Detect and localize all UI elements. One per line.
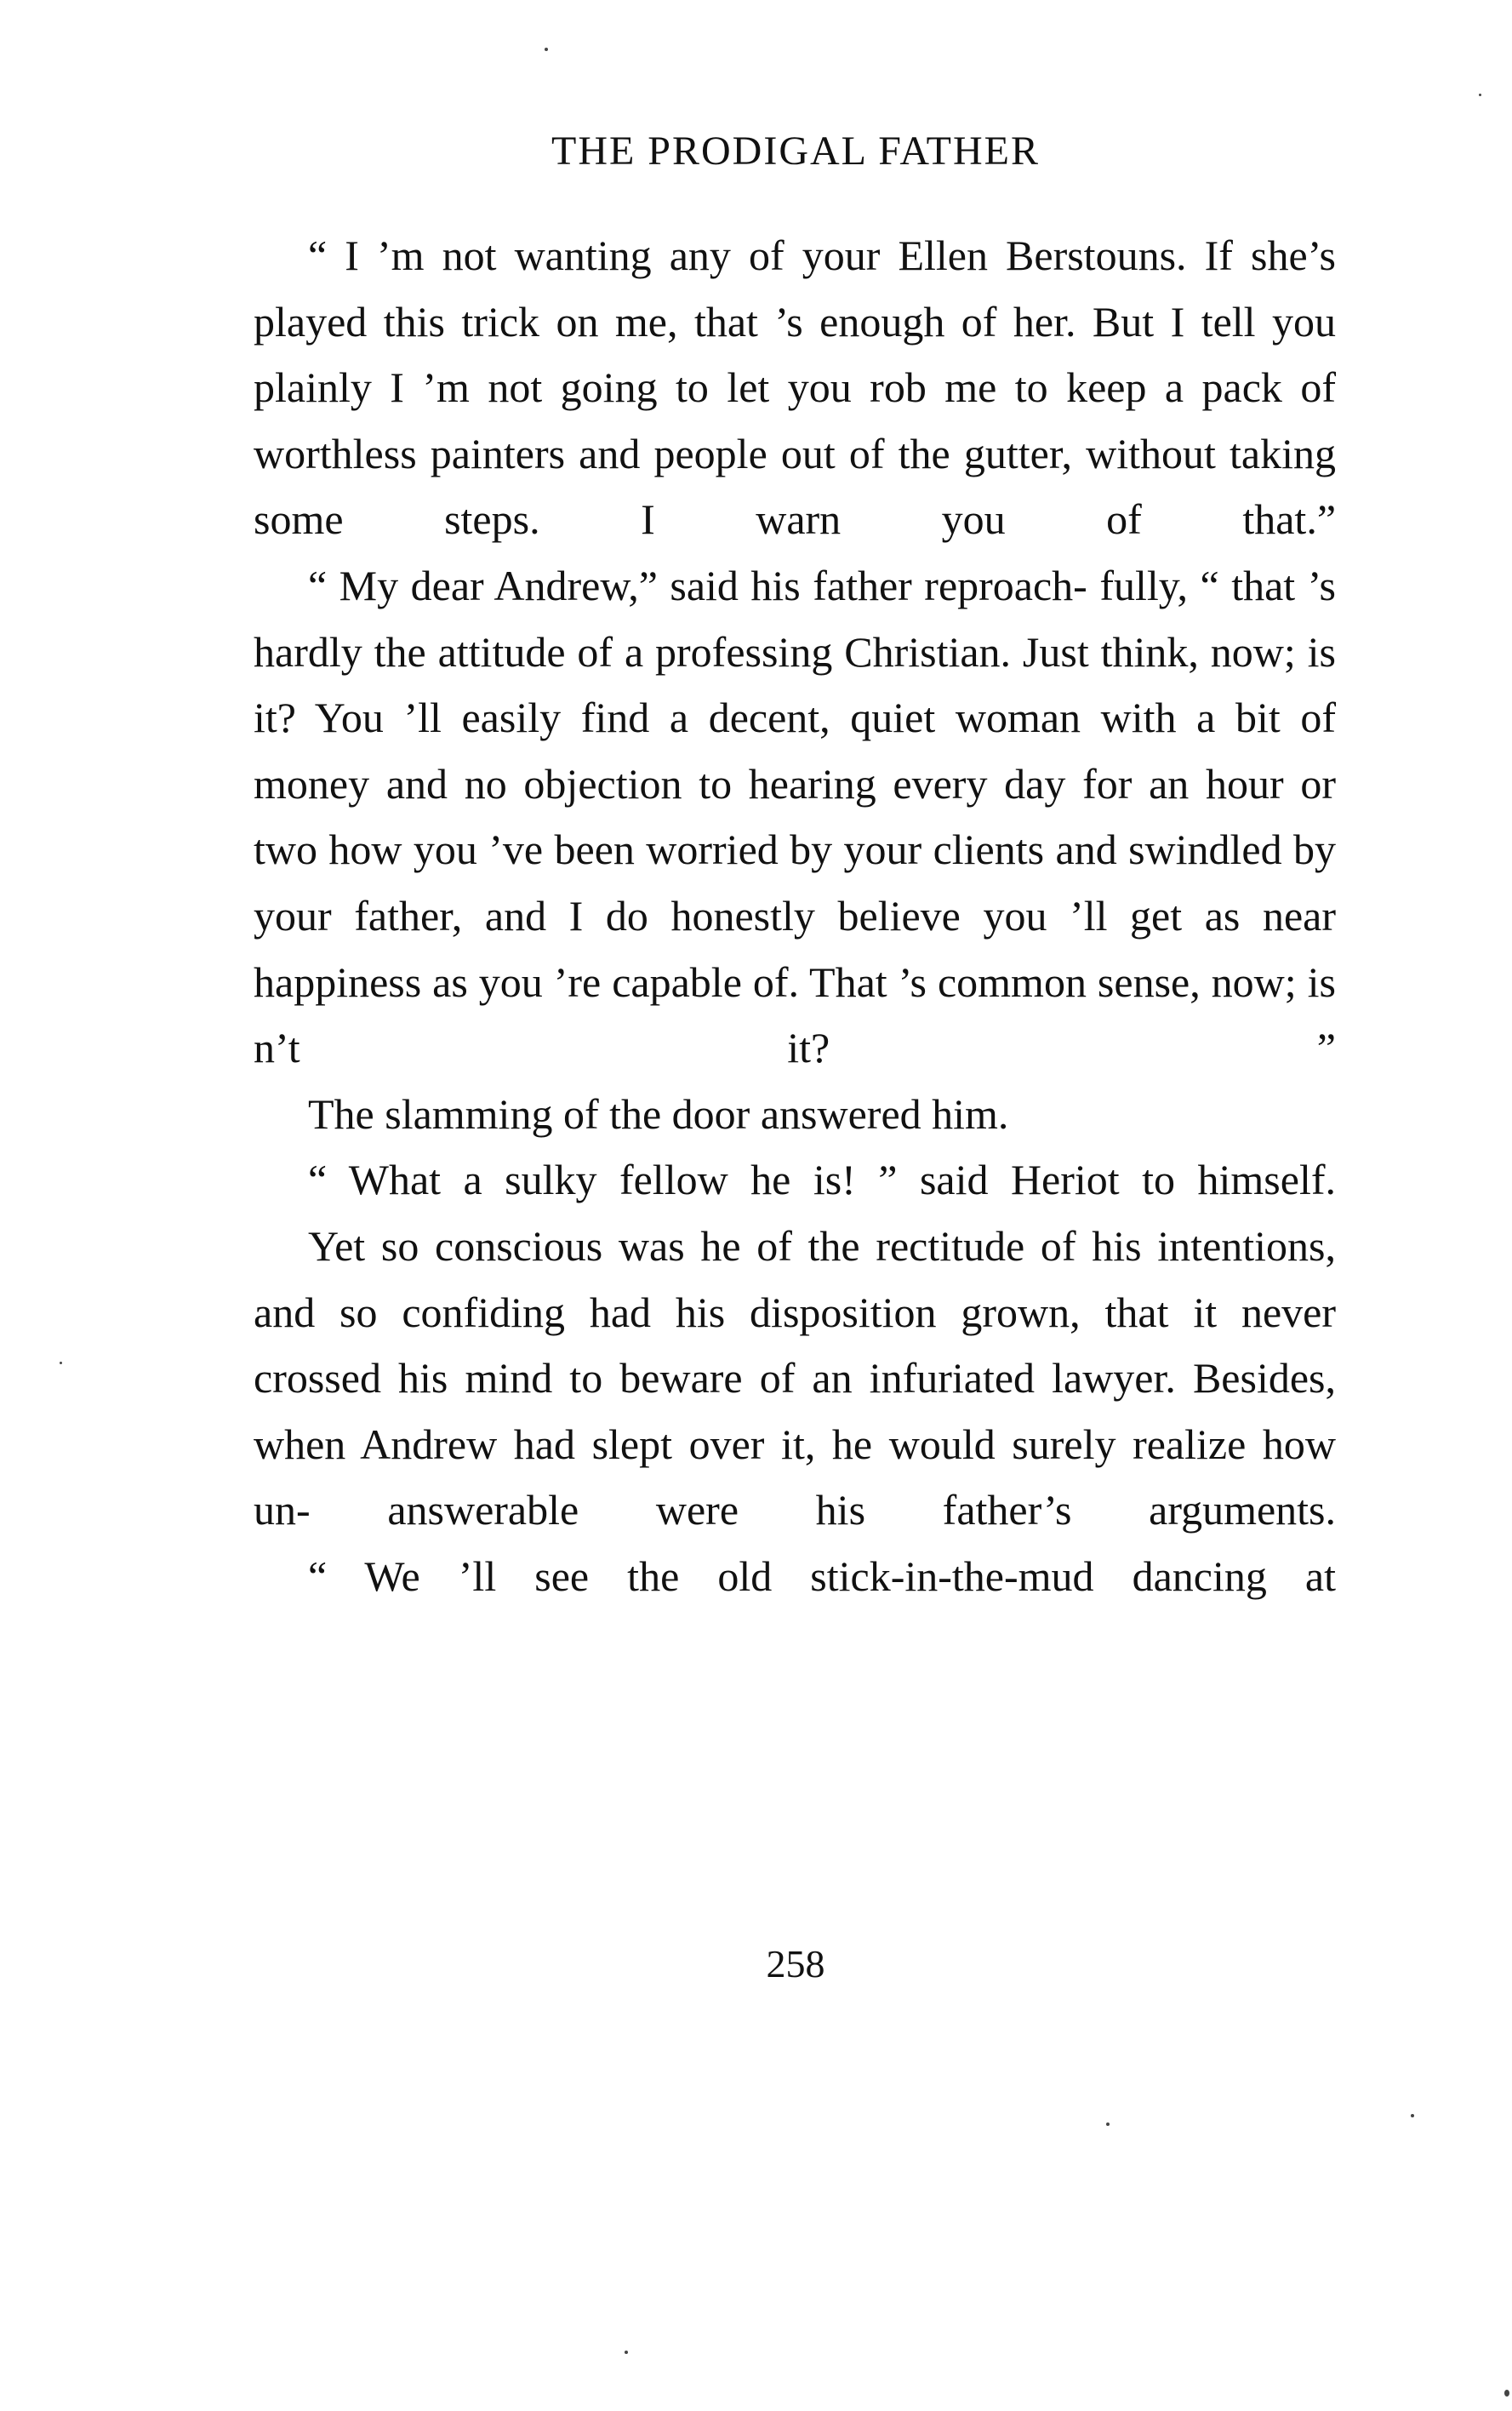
paragraph	[254, 1214, 1336, 1544]
text-line: Christian. Just think, now; is it? You ’ll easily	[254, 627, 1337, 742]
text-line: “ My dear Andrew,” said his father reproach-	[308, 561, 1087, 609]
text-line: her. But I tell you plainly I ’m not going to let	[254, 297, 1337, 412]
paragraph	[254, 1082, 1336, 1148]
text-line: fully, “ that ’s hardly the attitude of a professing	[254, 561, 1337, 676]
text-line: “ We ’ll see the old stick-in-the-mud dancing at	[308, 1551, 1336, 1600]
text-line: of an infuriated lawyer. Besides, when Andrew	[254, 1354, 1337, 1468]
page-number: 258	[766, 1942, 825, 1985]
body-text	[254, 223, 1336, 1609]
text-line: If she’s played this trick on me, that ’s enough of	[254, 231, 1336, 346]
text-line: capable of. That ’s common sense, now; is n’t	[254, 957, 1336, 1072]
text-line: and people out of the gutter, without taking some	[254, 429, 1336, 544]
text-line: believe you ’ll get as near happiness as you ’re	[254, 891, 1336, 1006]
paragraph	[254, 223, 1336, 553]
text-line: had slept over it, he would surely realize how un-	[254, 1420, 1336, 1534]
text-line: it? ”	[787, 1024, 1336, 1072]
text-line: “ What a sulky fellow he is! ” said Heriot to	[308, 1156, 1176, 1204]
text-line: “ I ’m not wanting any of your Ellen Berstouns.	[308, 231, 1187, 279]
scan-speck	[1504, 2390, 1509, 2397]
text-line: Yet so conscious was he of the rectitude of his	[308, 1221, 1142, 1270]
text-line: grown, that it never crossed his mind to beware	[254, 1288, 1337, 1403]
scan-speck	[1479, 94, 1481, 96]
text-line: and swindled by your father, and I do honestly	[254, 826, 1337, 940]
text-line: you rob me to keep a pack of worthless painters	[254, 363, 1336, 477]
scan-speck	[60, 1362, 62, 1364]
text-line: find a decent, quiet woman with a bit of money	[254, 694, 1336, 808]
text-line: answerable were his father’s arguments.	[387, 1486, 1337, 1534]
text-line: himself.	[1197, 1156, 1336, 1204]
text-line: or two how you ’ve been worried by your clients	[254, 759, 1337, 874]
paragraph	[254, 1147, 1336, 1214]
running-head: THE PRODIGAL FATHER	[551, 129, 1040, 174]
paragraph	[254, 1544, 1336, 1610]
text-line: steps. I warn you of that.”	[444, 495, 1337, 544]
text-line: The slamming of the door answered him.	[308, 1089, 1009, 1138]
scan-speck	[1411, 2114, 1414, 2117]
paragraph	[254, 553, 1336, 1082]
scan-speck	[625, 2351, 628, 2354]
text-line: and no objection to hearing every day for an hour	[385, 759, 1284, 808]
text-line: intentions, and so confiding had his disposition	[254, 1221, 1336, 1336]
scan-speck	[545, 48, 548, 51]
scan-speck	[1106, 2122, 1110, 2126]
